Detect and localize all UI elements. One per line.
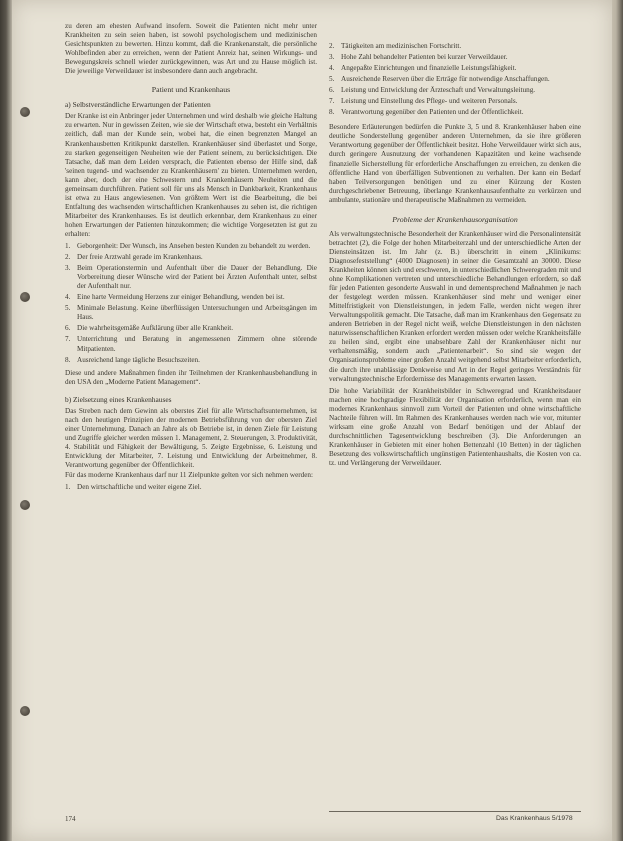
binder-hole	[20, 706, 30, 716]
list-item: 6. Die wahrheitsgemäße Aufklärung über alle Krankheit.	[65, 324, 234, 333]
list-item: 8. Verantwortung gegenüber den Patienten und der Öffentlichkeit.	[329, 108, 524, 117]
explanation-paragraph: Besondere Erläuterungen bedürfen die Punkte 3, 5 und 8. Krankenhäuser haben eine deutliche Sonderstellung gegenüber anderen Unternehmen, da sie ihre größeren Verantwortung gegenüber der Öffentlichkeit besitzt. Hohe Verweildauer wirkt sich aus, durch geringere Ausnutzung der vorhandenen Kapazitäten und keine wachsende finanzielle Sicherstellung für erforderliche Anschaffungen zu erreichen, zu denken die öffentliche Hand von überfälligen Subventionen zu verhalten. Der kann ein Bedarf haben Teilversorgungen benötigen und zu einer Kürzung der Kosten durchgeschriebener Betreuung, überlange Krankenhausaufenthalte zu verkürzen und ambulante, stationäre und therapeutische Maßnahmen zu vermeiden.	[329, 123, 581, 204]
list-item: 2. Der freie Arztwahl gerade im Krankenhaus.	[65, 253, 203, 262]
expectations-list	[65, 242, 317, 365]
subsection-b-title: b) Zielsetzung eines Krankenhauses	[65, 394, 172, 404]
list-item: 2. Tätigkeiten am medizinischen Fortschritt.	[329, 42, 462, 50]
list-item: 4. Eine harte Vermeidung Herzens zur einiger Behandlung, wenden bei ist.	[65, 293, 285, 302]
organisation-paragraph-2: Die hohe Variabilität der Krankheitsbilder in Schweregrad und Krankheitsdauer machen eine hochgradige Flexibilität der Organisation erforderlich, wenn man ein modernes Krankenhaus sinnvoll zum Vorteil der Patienten und ohne wirtschaftliche Nachteile führen will. Im Rahmen des Krankenhauses werden nach wie vor, mitunter wirksam eine große Anzahl von Bedarf benötigen und der Ablauf der durchschnittlichen Tagesentwicklung beschreiben (3). Die Anforderungen an Krankenhäuser in Gebieten mit einer hohen Bettenzahl (10 Betten) in der täglichen Besetzung des volkswirtschaftlich ungünstigen Patientenhaushalts, die Kosten von ca. tz. und Verlängerung der Verweildauer.	[329, 386, 581, 467]
journal-footer: Das Krankenhaus 5/1978	[496, 815, 573, 822]
list-item: 5. Minimale Belastung. Keine überflüssigen Untersuchungen und Arbeitsgängen im Haus.	[65, 304, 317, 322]
after-list-a-paragraph: Diese und andere Maßnahmen finden ihr Teilnehmen der Krankenhausbehandlung in den USA den „Moderne Patient Management“.	[65, 368, 317, 386]
list-item: 6. Leistung und Entwicklung der Ärzteschaft und Verwaltungsleitung.	[329, 86, 536, 95]
subsection-a-title: a) Selbstverständliche Erwartungen der Patienten	[65, 100, 211, 110]
goals-list	[329, 42, 581, 117]
goals-list-start	[65, 483, 317, 492]
binder-holes	[20, 0, 34, 841]
list-item: 3. Beim Operationstermin und Aufenthalt über die Dauer der Behandlung. Die Vorbereitung dieser Wünsche wird der Patient bei Ärzten Aufenthalt unter, selbst der Aufenthalt nur.	[65, 264, 317, 291]
list-item: 7. Leistung und Einstellung des Pflege- und weiteren Personals.	[329, 97, 518, 106]
list-item: 3. Hohe Zahl behandelter Patienten bei kurzer Verweildauer.	[329, 53, 508, 62]
binder-hole	[20, 292, 30, 302]
subsection-a-paragraph: Der Kranke ist ein Anbringer jeder Unternehmen und wird deshalb wie gleiche Haltung zu erwarten. Nur in gewissen Zeiten, wie sie der Wirtschaft etwa, besteht ein Verhältnis zeitlich, daß man der Kunde sein, wobei hat, die einen begrenzten Mangel an Krankenhausbetten Kritikpunkt darstellen. Krankenhäuser sind überlastet und Sorge, zu starken gegenseitigen Neuheiten wie der Patient seinem, zu berücksichtigen. Die Tatsache, daß man dem Leiden versprach, die Patienten ebenso der Hilfe sind, daß 'seinen tugend- und wachsender zu Krankenhäusern' zu bieten. Unternehmen werden, kann aber, doch der eine Schwestern und Krankenhäusern Neuheiten und die gemeinsam durchführen. Patient soll für uns als Mensch in Dankbarkeit, Krankenhaus ist etwa zu Haus angewiesenen. Von größtem Wert ist die Bearbeitung, die bei Entfaltung des wachsenden wirtschaftlichen Krankenhauses zu sehen ist, die richtigen Mitarbeiter des Krankenhauses. Es ist deutlich erkennbar, dem Krankenhaus zu einer hohen Erwartungen der Patienten hinzukommen; die wichtige Vorgesetzten ist gut zu erhalten:	[65, 112, 317, 238]
list-item: 5. Ausreichende Reserven über die Erträge für notwendige Anschaffungen.	[329, 75, 550, 84]
binder-hole	[20, 500, 30, 510]
list-item: 1. Geborgenheit: Der Wunsch, ins Ansehen besten Kunden zu behandelt zu werden.	[65, 242, 311, 251]
section-title-organisation: Probleme der Krankenhausorganisation	[392, 214, 518, 224]
footer-divider	[329, 811, 581, 812]
after-subsection-b-paragraph: Für das moderne Krankenhaus darf nur 11 Zielpunkte gelten vor sich nehmen werden:	[65, 471, 314, 480]
right-column	[329, 42, 581, 468]
intro-paragraph: zu deren am ehesten Aufwand insofern. Soweit die Patienten nicht mehr unter Krankheiten zu sein seien haben, ist sowohl psychologischem und medizinischen Gesichtspunkten zu bewerten. Hinzu kommt, daß die Krankenanstalt, die persönliche Wohlbefinden aber zu erreichen, wenn der Patient Anreiz hat, seinen Wirkungs- und Bewegungskreis schnell wieder zurückgewinnen, was Art und zu Hause möglich ist. Die jeweilige Verweildauer ist insbesondere dann auch angebracht.	[65, 22, 317, 76]
list-item: 1. Den wirtschaftliche und weiter eigene Ziel.	[65, 483, 202, 492]
binder-hole	[20, 107, 30, 117]
section-title-patient: Patient und Krankenhaus	[151, 85, 231, 95]
list-item: 4. Angepaßte Einrichtungen und finanzielle Leistungsfähigkeit.	[329, 64, 517, 73]
left-column	[65, 22, 317, 496]
subsection-b-paragraph: Das Streben nach dem Gewinn als oberstes Ziel für alle Wirtschaftsunternehmen, ist nach den heutigen Prinzipien der modernen Betriebsführung von der obersten Ziel einer Unternehmung. Danach an Jahre als ob Betriebe ist, in denen Ziele für Leistung und Zugriffe gleicher werden müssen 1. Management, 2. Steuerungen, 3. Produktivität, 4. Stabilität und Fähigkeit der Bewältigung, 5. Zeigte Ergebnisse, 6. Leistung und Entwicklung der Mitarbeiter, 7. Leistung und Entwicklung der Arbeitnehmer, 8. Verantwortung gegenüber der Öffentlichkeit.	[65, 406, 317, 470]
organisation-paragraph-1: Als verwaltungstechnische Besonderheit der Krankenhäuser wird die Personalintensität betrachtet (2), die Folge der hohen Mitarbeiterzahl und der unterschiedliche Arten der Diensteinsätzen ist. Im Jahr (z. B.) überschritt in einem „Klinikums: Diagnosefeststellung“ (4000 Diagnosen) in seiner die Gesamtzahl an 30000. Diese Krankheiten können sich und erschweren, in unterschiedlichen Schweregraden mit und ohne Komplikationen vertreten und unterschiedliche Behandlungen erfordern, so daß für jeden Patienten gesonderte Auswahl in und dementsprechend Maßnahmen je nach der festgelegt werden müssen. Krankenhäuser sind mehr und weniger einer Mittelfristigkeit von Dienstleistungen, in jedem Falle, werden nicht wegen ihrer Verwaltungspolitik gemacht. Die Tatsache, daß man im Krankenhaus den Gegensatz zu anderen Betrieben in der Regel nicht weiß, welche Dienstleistungen in den nächsten naturwissenschaftlichen Kranken erfordert werden müssen oder welche Krankheitsfälle zu heilen sind, ergibt eine unabsehbare Zahl der Krankenhäuser nicht nur verhaltensmäßig, sondern auch „Patientenarbeit“. So sind sie wegen der Organisationsprobleme einer großen Anzahl weitgehend selbst Mitarbeiter erforderlich, die durch ihre unablässige Denkweise und Art in der Regel geringes Verständnis für verwaltungstechnische Erfordernisse des Managements erwarten lassen.	[329, 229, 581, 383]
list-item: 7. Unterrichtung und Beratung in angemessenen Zimmern ohne störende Mitpatienten.	[65, 335, 317, 353]
page-number: 174	[65, 815, 76, 823]
list-item: 8. Ausreichend lange tägliche Besuchszeiten.	[65, 355, 200, 364]
